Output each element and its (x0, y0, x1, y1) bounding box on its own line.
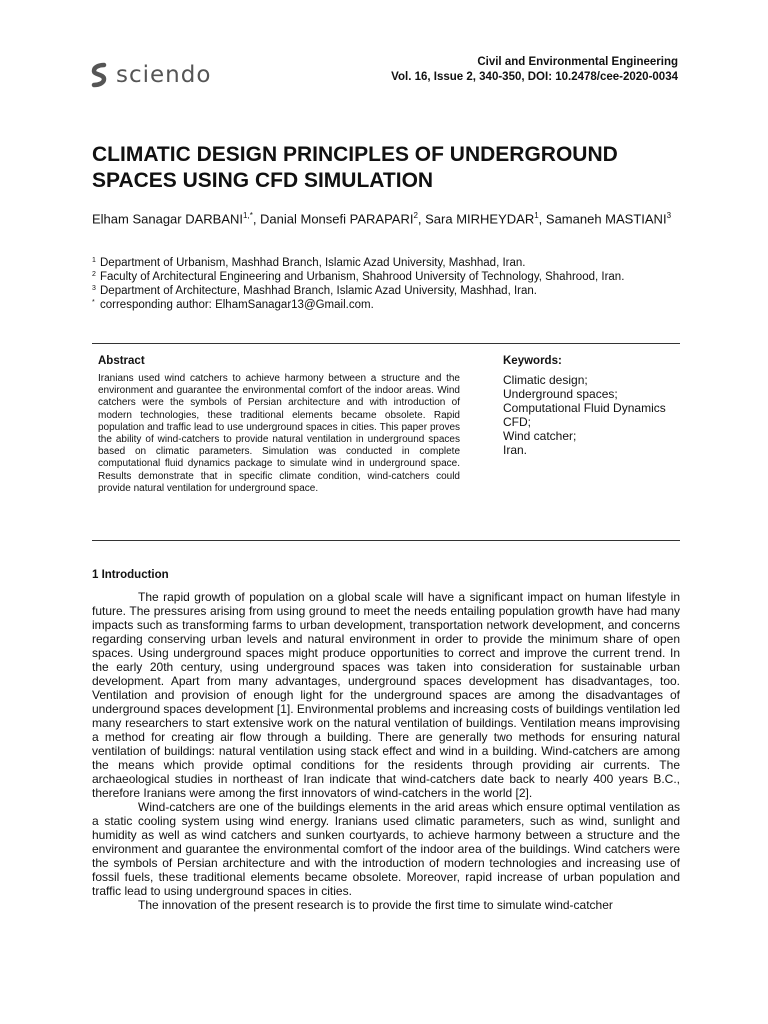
affiliation-text: Department of Urbanism, Mashhad Branch, Islamic Azad University, Mashhad, Iran. (100, 257, 526, 269)
divider-top (92, 343, 680, 344)
author-affiliation-mark: 2 (413, 211, 418, 220)
divider-bottom (92, 540, 680, 541)
paper-title: CLIMATIC DESIGN PRINCIPLES OF UNDERGROUND SPACES USING CFD SIMULATION (92, 143, 618, 192)
abstract-heading: Abstract (98, 355, 145, 367)
affiliation (92, 256, 682, 270)
affiliation-text: corresponding author: ElhamSanagar13@Gmail.com. (100, 299, 374, 311)
journal-header (391, 55, 678, 85)
publisher-logo (90, 62, 211, 88)
author-list (92, 207, 680, 227)
affiliation-mark: 2 (92, 271, 96, 278)
affiliation (92, 284, 682, 298)
affiliation-mark: 1 (92, 257, 96, 264)
affiliation-list (92, 256, 682, 312)
keyword-item: Computational Fluid Dynamics CFD; (503, 401, 666, 429)
keywords-heading: Keywords: (503, 355, 562, 367)
body-paragraph: The rapid growth of population on a global scale will have a significant impact on human lifestyle in future. The pressures arising from using ground to meet the needs entailing population growth have had many impacts such as transforming farms to urban development, transportation network development, and concerns regarding conserving urban levels and natural environment in order to provide the minimum share of open spaces. Using underground spaces might produce opportunities to correct and improve the current trend. In the early 20th century, using underground spaces was taken into consideration for sustainable urban development. Apart from many advantages, underground spaces development has disadvantages, too. Ventilation and provision of enough light for the underground spaces are among the disadvantages of underground spaces development [1]. Environmental problems and increasing costs of buildings ventilation led many researchers to start extensive work on the natural ventilation of buildings. Ventilation means improvising a method for creating air flow through a building. There are generally two methods for ensuring natural ventilation of buildings: natural ventilation using stack effect and wind in a building. Wind-catchers are among the means which provide optimal conditions for the residents through providing air currents. The archaeological studies in northeast of Iran indicate that wind-catchers date back to nearly 400 years B.C., therefore Iranians were among the first innovators of wind-catchers in the world [2]. (92, 590, 680, 800)
introduction-body (92, 590, 680, 912)
body-paragraph: The innovation of the present research is to provide the first time to simulate wind-catcher (138, 898, 613, 912)
author-name: , Sara MIRHEYDAR (417, 211, 535, 227)
affiliation (92, 270, 682, 284)
affiliation-mark: 3 (92, 285, 96, 292)
author-affiliation-mark: 3 (666, 211, 672, 220)
abstract-section (98, 355, 460, 495)
section-heading-introduction: 1 Introduction (92, 569, 169, 581)
keyword-item: Iran. (503, 443, 528, 457)
affiliation-text: Department of Architecture, Mashhad Branch, Islamic Azad University, Mashhad, Iran. (100, 285, 537, 297)
affiliation (92, 298, 682, 312)
body-paragraph: Wind-catchers are one of the buildings elements in the arid areas which ensure optimal ventilation as a static cooling system using wind energy. Iranians used climatic parameters, such as wind, sunlight and humidity as well as wind catchers and sunken courtyards, to achieve harmony between a structure and the environment and guarantee the environmental comfort of the indoor area of the buildings. Wind catchers were the symbols of Persian architecture and with the introduction of modern technologies and increasing use of fossil fuels, these traditional elements became obsolete. Moreover, rapid increase of urban population and traffic lead to using underground spaces in cities. (92, 800, 680, 898)
keyword-item: Climatic design; (503, 373, 588, 387)
journal-citation: Vol. 16, Issue 2, 340-350, DOI: 10.2478/cee-2020-0034 (391, 71, 678, 83)
author-affiliation-mark: 1 (534, 211, 539, 220)
abstract-text: Iranians used wind catchers to achieve harmony between a structure and the environment and guarantee the environmental comfort of the indoor areas. Wind catchers were the symbols of Persian architecture and with introduction of modern technologies, these traditional elements became obsolete. Rapid population and traffic lead to use underground spaces in cities. This paper proves the ability of wind-catchers to provide natural ventilation in underground spaces based on climatic parameters. Simulation was conducted in complete computational fluid dynamics package to simulate wind in underground space. Results demonstrate that in specific climate condition, wind-catchers could provide natural ventilation for underground space. (98, 373, 460, 494)
keywords-section (503, 355, 673, 457)
journal-name: Civil and Environmental Engineering (477, 56, 678, 68)
keyword-item: Wind catcher; (503, 429, 577, 443)
author-name: , Danial Monsefi PARAPARI (252, 211, 414, 227)
affiliation-text: Faculty of Architectural Engineering and Urbanism, Shahrood University of Technology, Shahrood, Iran. (100, 271, 625, 283)
affiliation-mark: * (92, 299, 95, 306)
author-name: Elham Sanagar DARBANI (92, 211, 244, 227)
keyword-item: Underground spaces; (503, 387, 618, 401)
sciendo-logo-icon (90, 62, 110, 88)
author-affiliation-mark: 1,* (243, 211, 253, 220)
publisher-name: sciendo (116, 62, 212, 88)
author-name: , Samaneh MASTIANI (538, 211, 667, 227)
